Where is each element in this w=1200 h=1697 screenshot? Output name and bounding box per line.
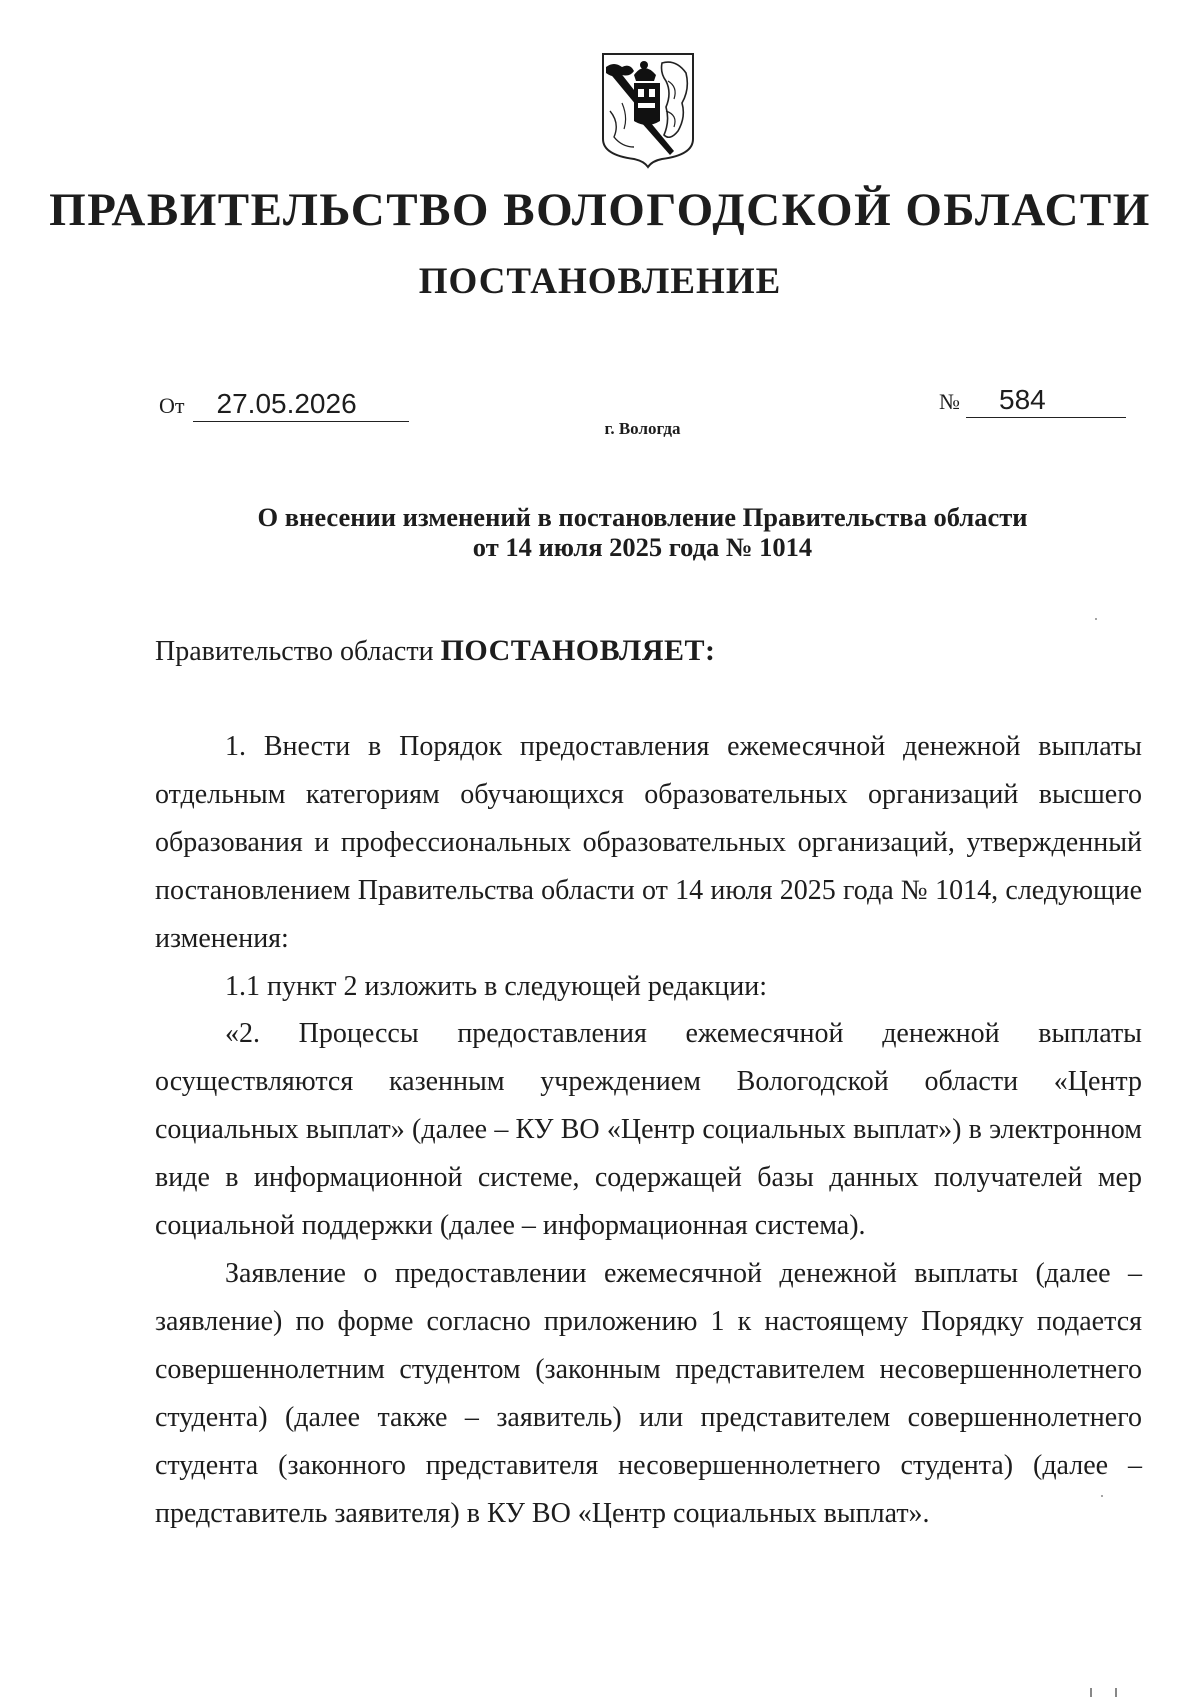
paragraph-text: 1.1 пункт 2 изложить в следующей редакции: — [225, 971, 767, 1002]
document-type: ПОСТАНОВЛЕНИЕ — [418, 261, 782, 302]
number-prefix: № — [939, 389, 960, 414]
scan-speck — [1090, 1688, 1092, 1697]
subject-line-1: О внесении изменений в постановление Правительства области — [257, 502, 1028, 532]
scan-speck — [1101, 1495, 1103, 1497]
number-value: 584 — [966, 383, 1126, 418]
city-label: г. Вологда — [604, 419, 681, 438]
scan-speck — [1115, 1688, 1117, 1697]
date-prefix: От — [159, 393, 185, 418]
body-paragraph-2 — [155, 963, 1142, 1011]
body-paragraph-3 — [155, 1010, 1142, 1250]
government-title: ПРАВИТЕЛЬСТВО ВОЛОГОДСКОЙ ОБЛАСТИ — [49, 184, 1151, 236]
document-subject — [0, 502, 1200, 562]
body-paragraph-4 — [155, 1250, 1142, 1538]
preamble-verb: ПОСТАНОВЛЯЕТ: — [440, 634, 716, 667]
paragraph-text: «2. Процессы предоставления ежемесячной денежной выплаты осуществляются казенным учреждением Вологодской области «Центр социальных выплат» (далее – КУ ВО «Центр социальных выплат») в электронном виде в информационной системе, содержащей базы данных получателей мер социальной поддержки (далее – информационная система). — [155, 1018, 1142, 1241]
coat-of-arms-icon — [600, 51, 696, 169]
subject-line-2: от 14 июля 2025 года № 1014 — [472, 532, 813, 562]
number-line — [939, 383, 1126, 418]
date-line — [159, 387, 409, 422]
preamble — [155, 634, 716, 668]
paragraph-text: 1. Внести в Порядок предоставления ежемесячной денежной выплаты отдельным категориям обучающихся образовательных организаций высшего образования и профессиональных образовательных организаций, утвержденный постановлением Правительства области от 14 июля 2025 года № 1014, следующие изменения: — [155, 731, 1142, 954]
scan-speck — [1095, 618, 1097, 620]
paragraph-text: Заявление о предоставлении ежемесячной денежной выплаты (далее – заявление) по форме согласно приложению 1 к настоящему Порядку подается совершеннолетним студентом (законным представителем несовершеннолетнего студента) (далее также – заявитель) или представителем совершеннолетнего студента (законного представителя несовершеннолетнего студента) (далее – представитель заявителя) в КУ ВО «Центр социальных выплат». — [155, 1258, 1142, 1529]
preamble-lead: Правительство области — [155, 636, 434, 667]
date-value: 27.05.2026 — [193, 387, 409, 422]
body-paragraph-1 — [155, 723, 1142, 963]
